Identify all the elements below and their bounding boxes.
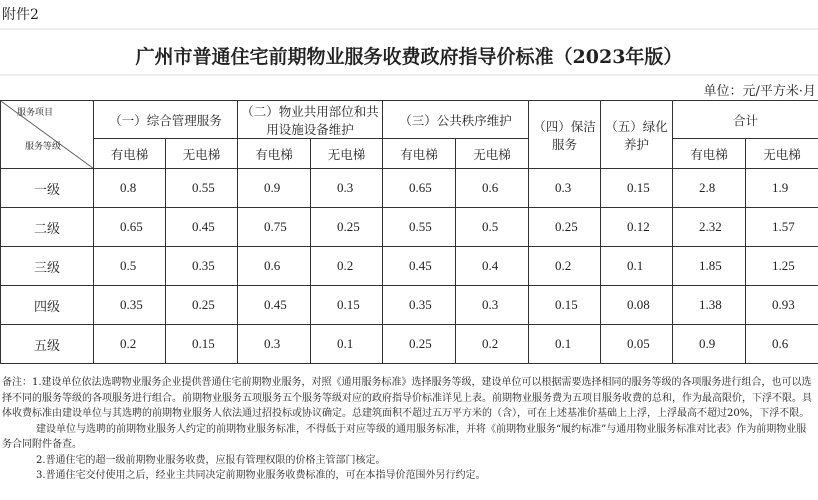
price-cell: 0.2 (94, 325, 166, 364)
corner-bottom-label: 服务等级 (25, 142, 62, 152)
price-cell: 0.65 (383, 169, 456, 208)
price-cell: 0.9 (673, 325, 746, 364)
price-cell: 0.25 (529, 208, 601, 247)
group-header: （四）保洁服务 (529, 101, 601, 169)
price-cell: 0.35 (383, 286, 456, 325)
price-cell: 0.25 (166, 286, 238, 325)
grade-cell: 一级 (1, 169, 94, 208)
price-cell: 0.1 (311, 325, 383, 364)
price-cell: 0.6 (456, 169, 529, 208)
attachment-label: 附件2 (2, 7, 39, 23)
note: 建设单位与选聘的前期物业服务人约定的前期物业服务标准，不得低于对应等级的通用服务标准，并将《前期物业服务“履约标准”与通用物业服务标准对比表》作为前期物业服务合同附件备查。 (2, 423, 807, 450)
price-cell: 0.35 (166, 247, 238, 286)
grade-cell: 三级 (1, 247, 94, 286)
divider (0, 74, 818, 76)
divider (0, 28, 818, 30)
price-cell: 1.38 (673, 286, 746, 325)
price-cell: 0.75 (238, 208, 311, 247)
price-cell: 0.35 (94, 286, 166, 325)
corner-header (1, 101, 94, 169)
table-row (1, 169, 818, 208)
with-elevator-header: 有电梯 (673, 139, 746, 169)
price-cell: 0.45 (238, 286, 311, 325)
table-row (1, 286, 818, 325)
page-title: 广州市普通住宅前期物业服务收费政府指导价标准（2023年版） (135, 46, 683, 68)
table-row (1, 208, 818, 247)
price-table (0, 100, 818, 364)
price-cell: 0.2 (529, 247, 601, 286)
without-elevator-header: 无电梯 (166, 139, 238, 169)
price-cell: 0.3 (238, 325, 311, 364)
price-cell: 0.5 (94, 247, 166, 286)
price-cell: 0.08 (601, 286, 673, 325)
price-cell: 0.45 (166, 208, 238, 247)
with-elevator-header: 有电梯 (238, 139, 311, 169)
price-cell: 0.6 (238, 247, 311, 286)
price-cell: 0.45 (383, 247, 456, 286)
price-cell: 1.25 (746, 247, 818, 286)
with-elevator-header: 有电梯 (94, 139, 166, 169)
price-cell: 0.15 (311, 286, 383, 325)
price-cell: 0.4 (456, 247, 529, 286)
price-cell: 2.32 (673, 208, 746, 247)
price-cell: 0.15 (601, 169, 673, 208)
price-cell: 1.85 (673, 247, 746, 286)
price-cell: 0.15 (166, 325, 238, 364)
price-cell: 0.1 (529, 325, 601, 364)
price-cell: 0.8 (94, 169, 166, 208)
group-header: （二）物业共用部位和共用设施设备维护 (238, 101, 383, 139)
price-cell: 0.2 (311, 247, 383, 286)
group-header: （三）公共秩序维护 (383, 101, 529, 139)
without-elevator-header: 无电梯 (746, 139, 818, 169)
note: 2.普通住宅的超一级前期物业服务收费，应报有管理权限的价格主管部门核定。 (36, 454, 386, 466)
price-cell: 0.3 (311, 169, 383, 208)
price-cell: 0.9 (238, 169, 311, 208)
grade-cell: 五级 (1, 325, 94, 364)
with-elevator-header: 有电梯 (383, 139, 456, 169)
price-cell: 1.57 (746, 208, 818, 247)
price-cell: 0.93 (746, 286, 818, 325)
group-header: （五）绿化养护 (601, 101, 673, 169)
table-row (1, 325, 818, 364)
price-cell: 0.3 (456, 286, 529, 325)
price-cell: 0.05 (601, 325, 673, 364)
table-row (1, 247, 818, 286)
price-cell: 0.25 (311, 208, 383, 247)
note: 备注：1.建设单位依法选聘物业服务企业提供普通住宅前期物业服务，对照《通用服务标准》选择服务等级，建设单位可以根据需要选择相同的服务等级的各项服务进行组合，也可以选择不同的服务等级的各项服务进行组合。前期物业服务五项服务五个服务等级对应的政府指导价标准详见上表。前期物业服务费为五项目服务收费的总和，作为最高限价，下浮不限。具体收费标准由建设单位与其选聘的前期物业服务人依法通过招投标或协议确定。总建筑面积不超过五万平方米的（含），可在上述基准价基础上上浮，上浮最高不超过20%，下浮不限。 (2, 377, 812, 419)
unit-label: 单位：元/平方米·月 (703, 84, 816, 99)
price-cell: 0.12 (601, 208, 673, 247)
grade-cell: 四级 (1, 286, 94, 325)
price-cell: 0.15 (529, 286, 601, 325)
price-cell: 2.8 (673, 169, 746, 208)
grade-cell: 二级 (1, 208, 94, 247)
without-elevator-header: 无电梯 (456, 139, 529, 169)
price-cell: 0.3 (529, 169, 601, 208)
price-cell: 0.1 (601, 247, 673, 286)
price-cell: 0.55 (383, 208, 456, 247)
note: 3.普通住宅交付使用之后，经业主共同决定前期物业服务收费标准的，可在本指导价范围外另行约定。 (36, 470, 486, 481)
price-cell: 0.6 (746, 325, 818, 364)
notes (2, 375, 816, 484)
corner-top-label: 服务项目 (16, 108, 53, 118)
price-cell: 0.65 (94, 208, 166, 247)
price-cell: 0.2 (456, 325, 529, 364)
group-header: 合计 (673, 101, 818, 139)
price-cell: 0.55 (166, 169, 238, 208)
without-elevator-header: 无电梯 (311, 139, 383, 169)
group-header: （一）综合管理服务 (94, 101, 238, 139)
price-cell: 0.25 (383, 325, 456, 364)
price-cell: 1.9 (746, 169, 818, 208)
price-cell: 0.5 (456, 208, 529, 247)
